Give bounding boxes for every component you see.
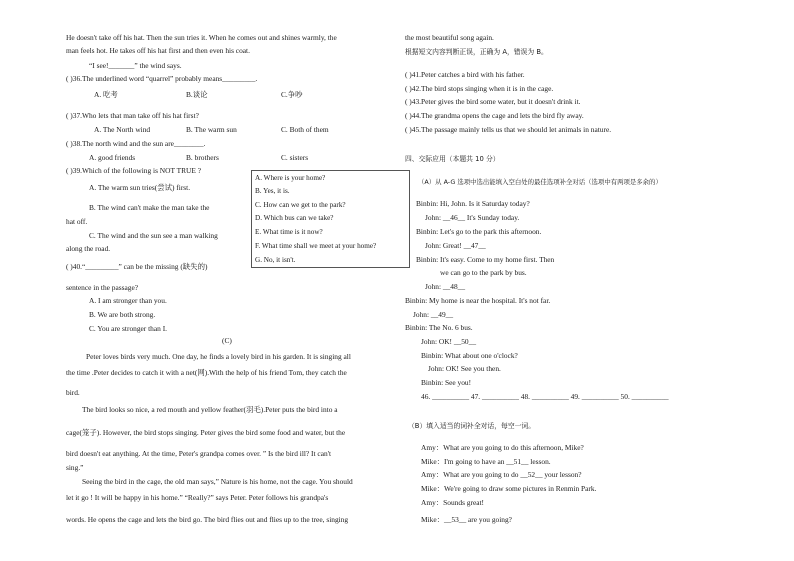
- option-e: E. What time is it now?: [255, 228, 323, 236]
- dialogue-options-box: [251, 170, 410, 268]
- option-f: F. What time shall we meet at your home?: [255, 242, 377, 250]
- question-36: ( )36.The underlined word “quarrel” probably means_________.: [66, 74, 258, 83]
- section-a-instruction: （A）从 A-G 选项中选出能填入空白处的最佳选项补全对话（选项中有两项是多余的）: [418, 178, 662, 186]
- option: A. I am stronger than you.: [89, 296, 167, 305]
- option: A. The North wind: [94, 125, 151, 134]
- dialogue-line: Mike：__53__ are you going?: [421, 515, 512, 524]
- dialogue-line: John: Great! __47__: [425, 241, 486, 250]
- passage-text: the most beautiful song again.: [405, 33, 494, 42]
- dialogue-line: Amy：What are you going to do this afternoon, Mike?: [421, 443, 584, 452]
- option: A. good friends: [89, 153, 136, 162]
- option-b: B. Yes, it is.: [255, 187, 290, 195]
- passage-c-text: cage(笼子). However, the bird stops singing. Peter gives the bird some food and water, but the: [66, 428, 346, 437]
- dialogue-line: Binbin: The No. 6 bus.: [405, 323, 473, 332]
- dialogue-line: Binbin: Let's go to the park this afternoon.: [416, 227, 542, 236]
- dialogue-line: John: __48__: [425, 282, 466, 291]
- answer-blanks: 46. __________ 47. __________ 48. __________ 49. __________ 50. __________: [421, 392, 669, 401]
- section-b-instruction: （B）填入适当的词补全对话，每空一词。: [408, 422, 536, 430]
- passage-c-text: Seeing the bird in the cage, the old man says,” Nature is his home, not the cage. You should: [82, 477, 353, 486]
- option-g: G. No, it isn't.: [255, 256, 296, 264]
- passage-text: “I see!_______” the wind says.: [89, 61, 182, 70]
- option: B. The wind can't make the man take the: [89, 203, 210, 212]
- question-41: ( )41.Peter catches a bird with his father.: [405, 70, 525, 79]
- option-d: D. Which bus can we take?: [255, 214, 334, 222]
- dialogue-line: Mike：We're going to draw some pictures in Renmin Park.: [421, 484, 597, 493]
- dialogue-line: Binbin: See you!: [421, 378, 472, 387]
- dialogue-line: John: OK! See you then.: [428, 364, 501, 373]
- option: C. You are stronger than I.: [89, 324, 168, 333]
- option-c: C. How can we get to the park?: [255, 201, 346, 209]
- option: B.谈论: [186, 90, 208, 99]
- passage-c-text: the time .Peter decides to catch it with a net(网).With the help of his friend Tom, they catch the: [66, 368, 347, 377]
- passage-c-text: let it go ! It will be happy in his home.” “Really?” says Peter. Peter follows his grandpa's: [66, 493, 329, 502]
- passage-c-text: bird doesn't eat anything. At the time, Peter's grandpa comes over. ” Is the bird ill? It can't: [66, 449, 332, 458]
- passage-c-text: bird.: [66, 388, 80, 397]
- question-43: ( )43.Peter gives the bird some water, but it doesn't drink it.: [405, 97, 581, 106]
- passage-c-text: sing.”: [66, 463, 84, 472]
- option: A. 吃考: [94, 90, 118, 99]
- option: B. The warm sun: [186, 125, 237, 134]
- option: C.争吵: [281, 90, 303, 99]
- option: C. sisters: [281, 153, 309, 162]
- section-heading-4: 四、交际应用（本题共 10 分）: [405, 155, 500, 163]
- dialogue-line: John: __46__ It's Sunday today.: [425, 213, 520, 222]
- option: C. The wind and the sun see a man walking: [89, 231, 218, 240]
- option: B. brothers: [186, 153, 219, 162]
- dialogue-line: Amy：Sounds great!: [421, 498, 485, 507]
- dialogue-line: we can go to the park by bus.: [440, 268, 527, 277]
- dialogue-line: Binbin: It's easy. Come to my home first. Then: [416, 255, 555, 264]
- dialogue-line: John: __49__: [413, 310, 454, 319]
- dialogue-line: Mike：I'm going to have an __51__ lesson.: [421, 457, 551, 466]
- question-37: ( )37.Who lets that man take off his hat first?: [66, 111, 199, 120]
- option-a: A. Where is your home?: [255, 174, 326, 182]
- passage-text: man feels hot. He takes off his hat first and then even his coat.: [66, 46, 250, 55]
- instruction: 根据短文内容判断正误，正确为 A，错误为 B。: [405, 48, 548, 56]
- passage-c-text: The bird looks so nice, a red mouth and yellow feather(羽毛).Peter puts the bird into a: [82, 405, 338, 414]
- dialogue-line: Binbin: What about one o'clock?: [421, 351, 518, 360]
- dialogue-line: John: OK! __50__: [421, 337, 477, 346]
- question-42: ( )42.The bird stops singing when it is in the cage.: [405, 84, 554, 93]
- question-39: ( )39.Which of the following is NOT TRUE ?: [66, 166, 201, 175]
- question-40: ( )40.“_________” can be the missing (缺失的): [66, 262, 208, 271]
- option: along the road.: [66, 244, 111, 253]
- option: B. We are both strong.: [89, 310, 156, 319]
- question-44: ( )44.The grandma opens the cage and lets the bird fly away.: [405, 111, 584, 120]
- option: hat off.: [66, 217, 88, 226]
- question-38: ( )38.The north wind and the sun are________.: [66, 139, 206, 148]
- dialogue-line: Binbin: My home is near the hospital. It's not far.: [405, 296, 551, 305]
- question-40: sentence in the passage?: [66, 283, 139, 292]
- passage-text: He doesn't take off his hat. Then the sun tries it. When he comes out and shines warmly, the: [66, 33, 337, 42]
- passage-c-text: words. He opens the cage and lets the bird go. The bird flies out and flies up to the tree, singing: [66, 515, 349, 524]
- passage-c-text: Peter loves birds very much. One day, he finds a lovely bird in his garden. It is singing all: [86, 352, 351, 361]
- question-45: ( )45.The passage mainly tells us that we should let animals in nature.: [405, 125, 612, 134]
- section-heading-c: (C): [222, 336, 232, 345]
- option: C. Both of them: [281, 125, 329, 134]
- dialogue-line: Amy：What are you going to do __52__ your lesson?: [421, 470, 582, 479]
- option: A. The warm sun tries(尝试) first.: [89, 183, 191, 192]
- dialogue-line: Binbin: Hi, John. Is it Saturday today?: [416, 199, 530, 208]
